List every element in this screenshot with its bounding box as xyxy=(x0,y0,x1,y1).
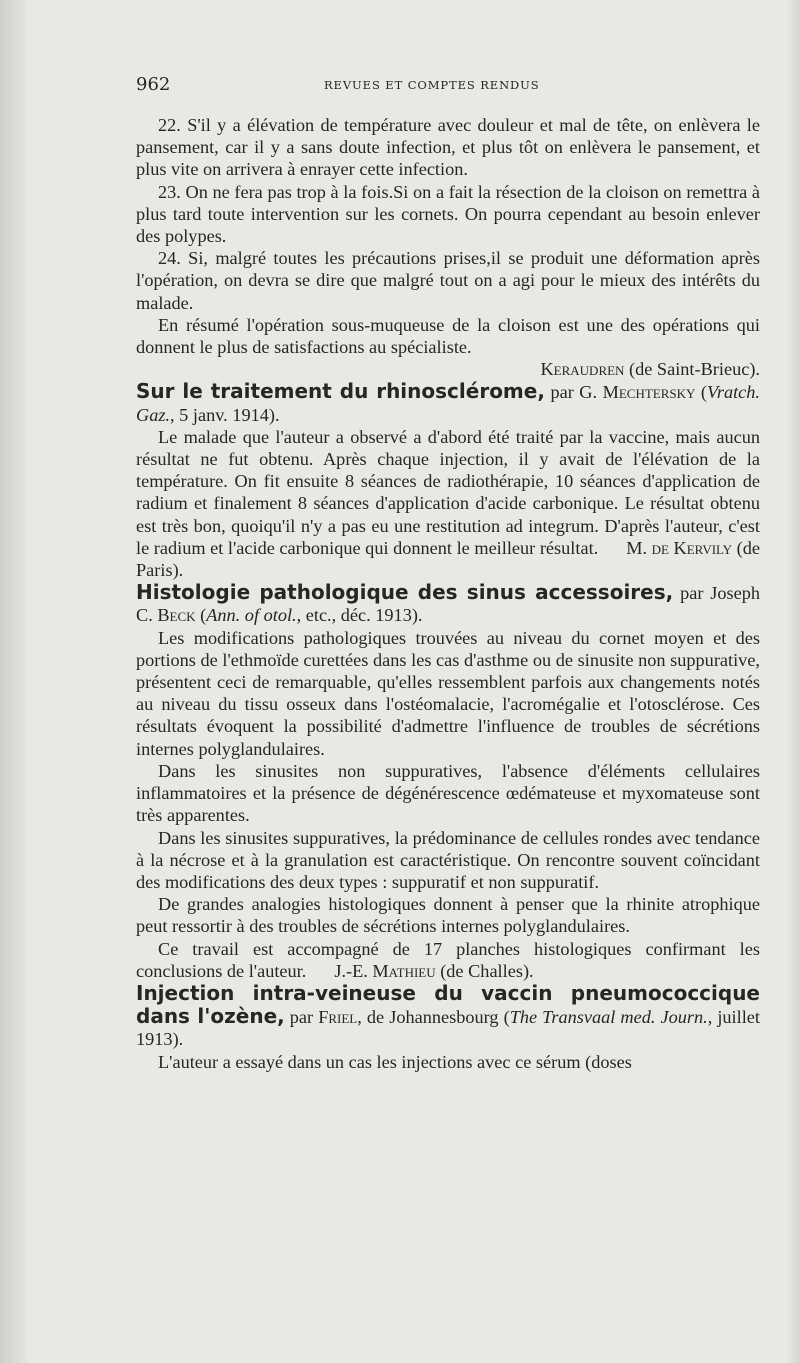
journal-name: Ann. of otol. xyxy=(206,605,297,626)
summary-paragraph: En résumé l'opération sous-muqueuse de la cloison est une des opérations qui donnent le plus de satisfactions au spécialiste. xyxy=(136,314,760,358)
page-text xyxy=(136,114,760,1073)
article-author: Beck xyxy=(157,605,196,626)
journal-name: Vratch. Gaz. xyxy=(136,382,760,425)
signature-place: (de Saint-Brieuc). xyxy=(624,359,760,380)
signature-author: Keraudren xyxy=(540,359,625,380)
paragraph-23: 23. On ne fera pas trop à la fois.Si on a fait la résection de la cloison on remettra à plus tard toute intervention sur les cornets. On pourra cependant au besoin enlever des polypes. xyxy=(136,181,760,247)
signature-keraudren xyxy=(136,358,760,380)
article-title-ozene: Injection intra-veineuse du vaccin pneumococcique dans l'ozène, par Friel, de Johannesbourg (The Transvaal med. Journ., juillet 1913). xyxy=(136,980,760,1050)
article-title: Injection intra-veineuse du vaccin pneumococcique dans l'ozène, xyxy=(136,980,760,1029)
sinus-paragraph-2: Dans les sinusites non suppuratives, l'absence d'éléments cellulaires inflammatoires et la présence de dégénérescence œdémateuse et myxomateuse sont très apparentes. xyxy=(136,760,760,826)
article-author: Mechtersky xyxy=(602,382,696,403)
paragraph-22: 22. S'il y a élévation de température avec douleur et mal de tête, on enlèvera le pansement, car il y a sans doute infection, et plus tôt on enlèvera le pansement, et plus vite on arrivera à enrayer cette infection. xyxy=(136,115,760,180)
page-number: 962 xyxy=(136,74,171,95)
paragraph-24: 24. Si, malgré toutes les précautions prises,il se produit une déformation après l'opération, on devra se dire que malgré tout on a agi pour le mieux des intérêts du malade. xyxy=(136,248,760,313)
article-title-sinus: Histologie pathologique des sinus accessoires, par Joseph C. Beck (Ann. of otol., etc., déc. 1913). xyxy=(136,580,760,626)
journal-name: The Transvaal med. Journ. xyxy=(509,1007,708,1028)
sinus-paragraph-3: Dans les sinusites suppuratives, la prédominance de cellules rondes avec tendance à la nécrose et à la granulation est caractéristique. On rencontre souvent coïncidant des modifications des deux types : suppuratif et non suppuratif. xyxy=(136,827,760,892)
article-title: Histologie pathologique des sinus accessoires, xyxy=(136,580,674,605)
signature-kervily: M. de Kervily (de Paris). xyxy=(136,537,760,581)
signature-mathieu: J.-E. Mathieu (de Challes). xyxy=(334,960,534,981)
sinus-paragraph-1: Les modifications pathologiques trouvées au niveau du cornet moyen et des portions de l'ethmoïde curettées dans les cas d'asthme ou de sinusite non suppurative, présentent ceci de remarquable, qu'elles ressemblent parfois aux changements notés au niveau du tissu osseux dans l'ostéomalacie, l'acromégalie et l'otosclérose. Ces résultats évoquent la possibilité d'admettre l'influence de troubles de sécrétions internes polyglandulaires. xyxy=(136,627,760,759)
article-title-rhinoscleroma: Sur le traitement du rhinosclérome, par G. Mechtersky (Vratch. Gaz., 5 janv. 1914). xyxy=(136,379,760,425)
ozene-paragraph: L'auteur a essayé dans un cas les injections avec ce sérum (doses xyxy=(158,1051,632,1072)
article-body-rhinoscleroma: Le malade que l'auteur a observé a d'abord été traité par la vaccine, mais aucun résultat ne fut obtenu. Après chaque injection, il y avait de l'élévation de la température. On fit ensuite 8 séances de radiothérapie, 10 séances d'application de radium et finalement 8 séances d'application d'acide carbonique. Le résultat obtenu est très bon, quoiqu'il n'y a pas eu une restitution ad integrum. D'après l'auteur, c'est le radium et l'acide carbonique qui donnent le meilleur résultat. M. de Kervily (de Paris). xyxy=(136,426,760,581)
sinus-paragraph-5: Ce travail est accompagné de 17 planches histologiques confirmant les conclusions de l'auteur. J.-E. Mathieu (de Challes). xyxy=(136,938,760,981)
article-title: Sur le traitement du rhinosclérome, xyxy=(136,379,545,404)
sinus-paragraph-4: De grandes analogies histologiques donnent à penser que la rhinite atrophique peut ressortir à des troubles de sécrétions internes polyglandulaires. xyxy=(136,894,760,937)
article-author: Friel xyxy=(318,1007,358,1028)
running-head: REVUES ET COMPTES RENDUS xyxy=(324,78,540,92)
page-header xyxy=(136,74,760,96)
